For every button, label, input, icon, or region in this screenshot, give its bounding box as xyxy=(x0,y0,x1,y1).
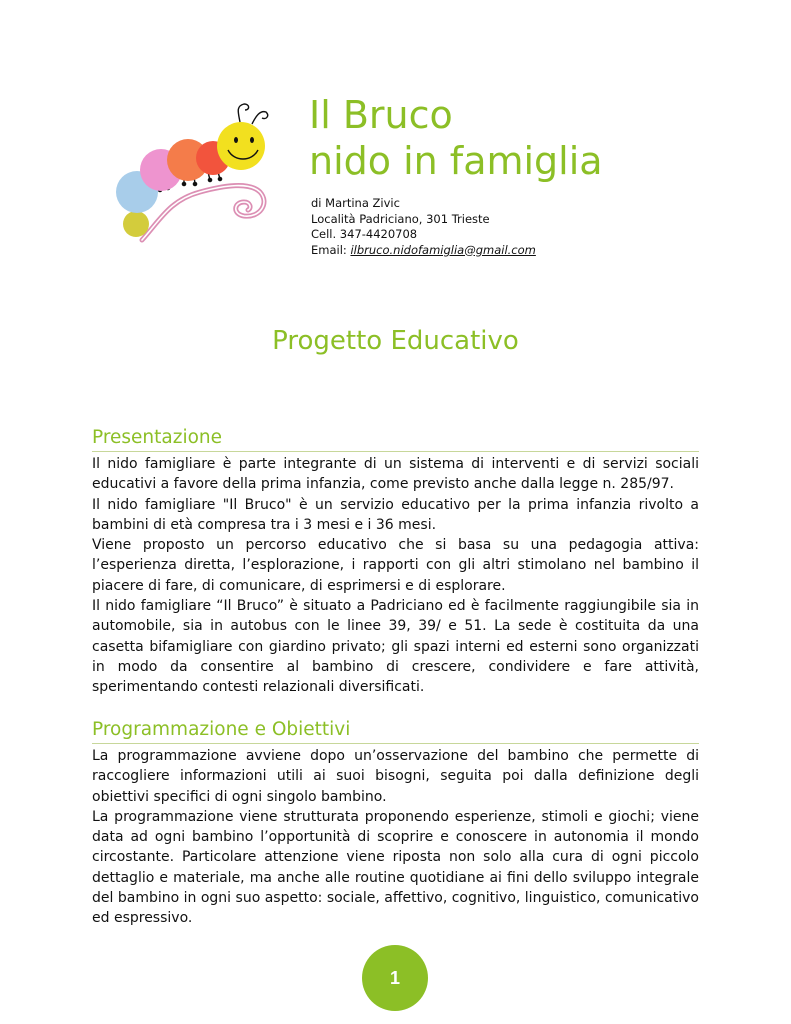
page-number-badge: 1 xyxy=(362,945,428,1011)
title-line-1: Il Bruco xyxy=(309,93,453,137)
document-title: Progetto Educativo xyxy=(272,326,519,356)
contact-info xyxy=(311,196,536,258)
paragraph: Il nido famigliare è parte integrante di un sistema di interventi e di servizi sociali educativi a favore della prima infanzia, come previsto anche dalla legge n. 285/97. xyxy=(92,456,699,493)
paragraph: La programmazione avviene dopo un’osservazione del bambino che permette di raccogliere informazioni utili ai suoi bisogni, seguita poi dalla definizione degli obiettivi specifici di ogni singolo bambino. xyxy=(92,748,699,805)
paragraph: La programmazione viene strutturata proponendo esperienze, stimoli e giochi; viene data ad ogni bambino l’opportunità di scoprire e conoscere in autonomia il mondo circostante. Particolare attenzione viene riposta non solo alla cura di ogni piccolo dettaglio e materiale, ma anche alle routine quotidiane ai fini dello sviluppo integrale del bambino in ogni suo aspetto: sociale, affettivo, cognitivo, linguistico, comunicativo ed espressivo. xyxy=(92,808,699,927)
contact-author: di Martina Zivic xyxy=(311,196,400,210)
caterpillar-logo-icon xyxy=(110,100,280,250)
paragraph: Il nido famigliare "Il Bruco" è un servizio educativo per la prima infanzia rivolto a bambini di età compresa tra i 3 mesi e i 36 mesi. xyxy=(92,496,699,533)
paragraph: Viene proposto un percorso educativo che si basa su una pedagogia attiva: l’esperienza diretta, l’esplorazione, i rapporti con gli altri stimolano nel bambino il piacere di fare, di comunicare, di esprimersi e di esplorare. xyxy=(92,537,699,594)
contact-address: Località Padriciano, 301 Trieste xyxy=(311,211,490,226)
contact-email-row xyxy=(311,243,536,259)
title-line-2: nido in famiglia xyxy=(309,139,603,183)
section-heading-programmazione: Programmazione e Obiettivi xyxy=(92,719,699,744)
section-heading-presentazione: Presentazione xyxy=(92,427,699,452)
contact-email-label: Email: xyxy=(311,242,351,257)
section-body-programmazione xyxy=(92,746,699,929)
section-body-presentazione xyxy=(92,454,699,698)
paragraph: Il nido famigliare “Il Bruco” è situato a Padriciano ed è facilmente raggiungibile sia in automobile, sia in autobus con le linee 39, 39/ e 51. La sede è costituita da una casetta bifamigliare con giardino privato; gli spazi interni ed esterni sono organizzati in modo da consentire al bambino di crescere, condividere e fare attività, sperimentando contesti relazionali diversificati. xyxy=(92,598,699,696)
contact-phone: Cell. 347-4420708 xyxy=(311,227,418,241)
contact-email-link[interactable]: ilbruco.nidofamiglia@gmail.com xyxy=(350,242,536,257)
header-title xyxy=(309,92,603,184)
